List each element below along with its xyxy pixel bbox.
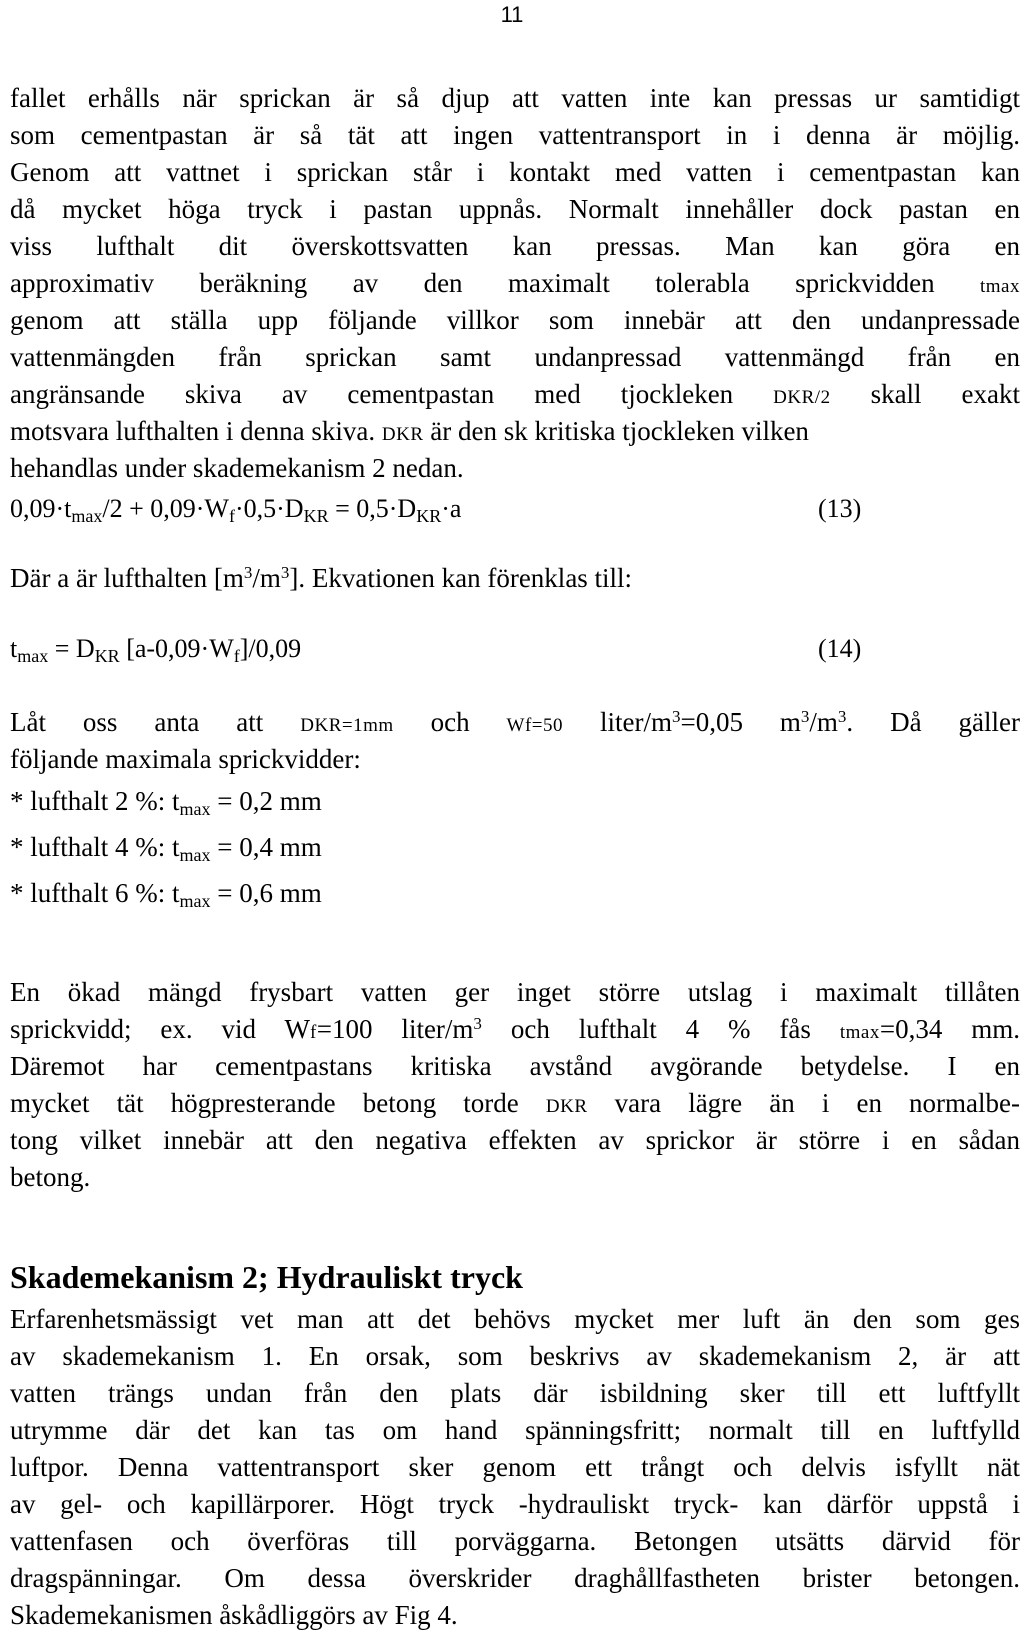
list-item-label: * lufthalt 2 %: [10,786,172,816]
text-line: mycket tät högpresterande betong torde DKR vara lägre än i en normalbe- [10,1088,1020,1118]
text-line: vatten trängs undan från den plats där isbildning sker till ett luftfyllt [10,1378,1020,1408]
dkr-symbol: DKR [381,424,424,445]
equation-13 [10,494,1020,534]
unit: =0,05 m [680,707,801,737]
text-line: Däremot har cementpastans kritiska avstånd avgörande betydelse. I en [10,1051,1020,1081]
text-line: vattenmängden från sprickan samt undanpressad vattenmängd från en [10,342,1020,372]
text-line: hehandlas under skademekanism 2 nedan. [10,453,464,483]
equation-14-expression: $t_{max} = D_{KR}$ $[a-0,09\cdot W_f]/0,09$ [10,634,302,666]
page-number: 11 [500,2,524,27]
text-line: följande maximala sprickvidder: [10,744,361,774]
text-fragment: är den sk kritiska tjockleken vilken [430,416,809,446]
list-item-label: * lufthalt 6 %: [10,878,172,908]
text-line: som cementpastan är så tät att ingen vattentransport in i denna är möjlig. [10,120,1020,150]
text-fragment: vara lägre än i en normalbe- [614,1088,1020,1118]
text-line: fallet erhålls när sprickan är så djup att vatten inte kan pressas ur samtidigt [10,83,1020,113]
text-fragment: =100 liter/m [316,1014,474,1044]
equation-13-expression: $0,09\cdot t_{max}/2 + 0,09\cdot W_f\cdot 0,5\cdot D_{KR} = 0,5\cdot D_{KR}\cdot a$ [10,494,462,526]
text-fragment: sprickvidd; ex. vid W [10,1014,310,1044]
text-line: Skademekanismen åskådliggörs av Fig 4. [10,1600,458,1630]
tmax-symbol: tmax [980,276,1020,297]
dkr-value: DKR=1mm [300,715,394,736]
paragraph-example-values [10,704,1020,778]
text-line: Erfarenhetsmässigt vet man att det behövs mycket mer luft än den som ges [10,1304,1020,1334]
text-line: viss lufthalt dit överskottsvatten kan pressas. Man kan göra en [10,231,1020,261]
text-line: Genom att vattnet i sprickan står i kontakt med vatten i cementpastan kan [10,157,1020,187]
text-fragment: Låt oss anta att [10,707,264,737]
list-item: * lufthalt 2 %: $t_{max} = 0,2$ mm [10,786,322,819]
text-line: betong. [10,1162,91,1192]
wf-value: Wf=50 [506,715,564,736]
equation-number: (14) [818,634,862,663]
text-fragment: och lufthalt 4 % fås [481,1014,811,1044]
list-item-value: = 0,4 mm [210,832,322,862]
text-fragment: /m [252,563,281,593]
text-line: tong vilket innebär att den negativa effekten av sprickor är större i en sådan [10,1125,1020,1155]
text-line: dragspänningar. Om dessa överskrider draghållfastheten brister betongen. [10,1563,1020,1593]
text-fragment: . Då gäller [846,707,1021,737]
paragraph-air-content-definition [10,560,1020,597]
text-fragment: mycket tät högpresterande betong torde [10,1088,519,1118]
paragraph-hydraulic-pressure [10,1301,1020,1634]
text-line: genom att ställa upp följande villkor som innebär att den undanpressade [10,305,1020,335]
text-fragment: ]. Ekvationen kan förenklas till: [289,563,633,593]
text-line: sprickvidd; ex. vid Wf=100 liter/$m^3$ och lufthalt 4 % fås tmax=0,34 mm. [10,1014,1021,1044]
equation-14 [10,634,1020,674]
text-line: vattenfasen och överföras till porväggarna. Betongen utsätts därvid för [10,1526,1020,1556]
unit: /m [809,707,838,737]
section-heading: Skademekanism 2; Hydrauliskt tryck [10,1259,523,1295]
unit: liter/m [599,707,672,737]
crack-width-list [10,778,1020,916]
paragraph-mechanism1-continuation [10,80,1020,487]
text-line: av gel- och kapillärporer. Högt tryck -hydrauliskt tryck- kan därför uppstå i [10,1489,1020,1519]
list-item-value: = 0,6 mm [210,878,322,908]
text-line: utrymme där det kan tas om hand spänningsfritt; normalt till en luftfylld [10,1415,1020,1445]
text-fragment: Där a är lufthalten [m [10,563,244,593]
list-item: * lufthalt 4 %: $t_{max} = 0,4$ mm [10,832,322,865]
list-item-value: = 0,2 mm [210,786,322,816]
dkr-symbol: DKR/2 [773,387,831,408]
text-fragment: angränsande skiva av cementpastan med tjockleken [10,379,734,409]
list-item: * lufthalt 6 %: $t_{max} = 0,6$ mm [10,878,322,911]
equation-number: (13) [818,494,862,523]
text-line [10,265,1020,302]
text-fragment: approximativ beräkning av den maximalt tolerabla sprickvidden [10,268,935,298]
text-line: luftpor. Denna vattentransport sker genom ett trångt och delvis isfyllt nät [10,1452,1020,1482]
text-line: En ökad mängd frysbart vatten ger inget större utslag i maximalt tillåten [10,977,1020,1007]
text-line [10,413,1020,450]
text-line [10,376,1020,413]
text-fragment: =0,34 mm. [879,1014,1021,1044]
text-fragment: och [430,707,470,737]
text-fragment: skall exakt [870,379,1021,409]
paragraph-freezable-water [10,974,1020,1196]
text-line: av skademekanism 1. En orsak, som beskrivs av skademekanism 2, är att [10,1341,1020,1371]
text-fragment: motsvara lufthalten i denna skiva. [10,416,376,446]
text-line: då mycket höga tryck i pastan uppnås. Normalt innehåller dock pastan en [10,194,1020,224]
text-line [10,704,1020,741]
list-item-label: * lufthalt 4 %: [10,832,172,862]
text-fragment: liter/$m^3=0,05$ $m^3/m^3$. Då gäller [599,707,1021,737]
text-line: Där a är lufthalten $[m^3/m^3]$. Ekvationen kan förenklas till: [10,563,633,593]
